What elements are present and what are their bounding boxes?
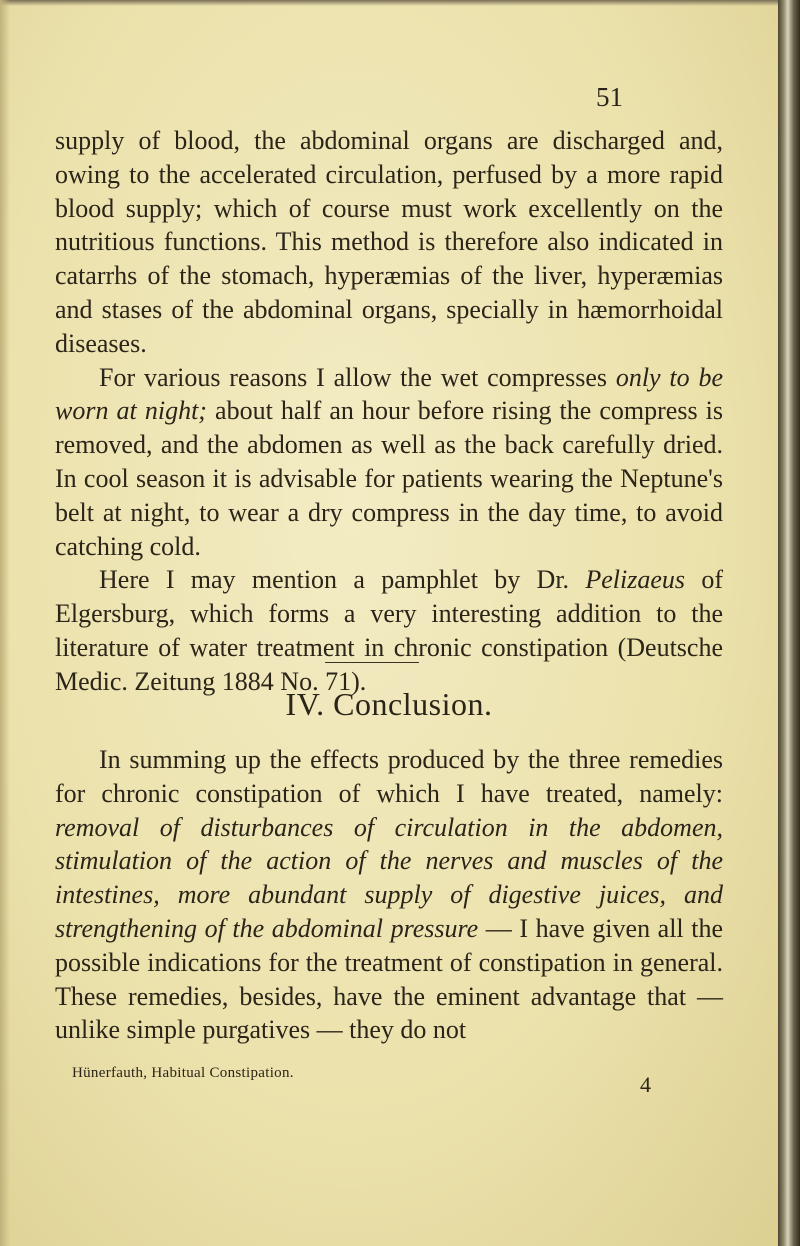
page-left-shadow	[0, 0, 10, 1246]
paragraph-1: supply of blood, the abdominal organs are discharged and, owing to the accelerated circulation, perfused by a more rapid blood supply; which of course must work excellently on the nutritious functions. This method is therefore also indicated in catarrhs of the stomach, hyperæmias of the liver, hyperæmias and stases of the abdominal organs, specially in hæmorrhoidal diseases.	[55, 126, 723, 358]
paragraph-2	[55, 361, 723, 564]
paragraph-4-before: In summing up the effects produced by the three remedies for chronic constipation of which I have treated, namely:	[55, 745, 723, 808]
running-footer: Hünerfauth, Habitual Constipation.	[72, 1065, 294, 1081]
section-heading: IV. Conclusion.	[285, 686, 493, 722]
page-number: 51	[596, 82, 623, 112]
section-divider	[325, 662, 419, 663]
page-top-shadow	[0, 0, 778, 6]
book-spine-edge	[778, 0, 800, 1246]
paragraph-3	[55, 563, 723, 698]
paragraph-3-before: Here I may mention a pamphlet by Dr.	[99, 565, 586, 595]
signature-mark: 4	[640, 1072, 651, 1097]
paragraph-2-before: For various reasons I allow the wet compresses	[99, 362, 616, 392]
paragraph-4-emphasis: removal of disturbances of circulation in the abdomen, stimulation of the action of the nerves and muscles of the intestines, more abundant supply of digestive juices, and strengthening of the abdominal pressure	[55, 812, 723, 943]
paragraph-4	[55, 743, 723, 1047]
paragraph-2-after: about half an hour before rising the compress is removed, and the abdomen as well as the back carefully dried. In cool season it is advisable for patients wearing the Neptune's belt at night, to wear a dry compress in the day time, to avoid catching cold.	[55, 396, 723, 561]
paragraph-2-emphasis: only to be worn at night;	[55, 362, 724, 426]
paragraph-4-after: — I have given all the possible indications for the treatment of constipation in general. These remedies, besides, have the eminent advantage that — unlike simple purgatives — they do not	[55, 913, 723, 1045]
paragraph-3-author: Pelizaeus	[585, 565, 686, 595]
paragraph-3-after: of Elgersburg, which forms a very interesting addition to the literature of water treatment in chronic constipation (Deutsche Medic. Zeitung 1884 No. 71).	[55, 565, 723, 696]
body-text-block	[55, 124, 723, 699]
conclusion-text-block	[55, 743, 723, 1047]
